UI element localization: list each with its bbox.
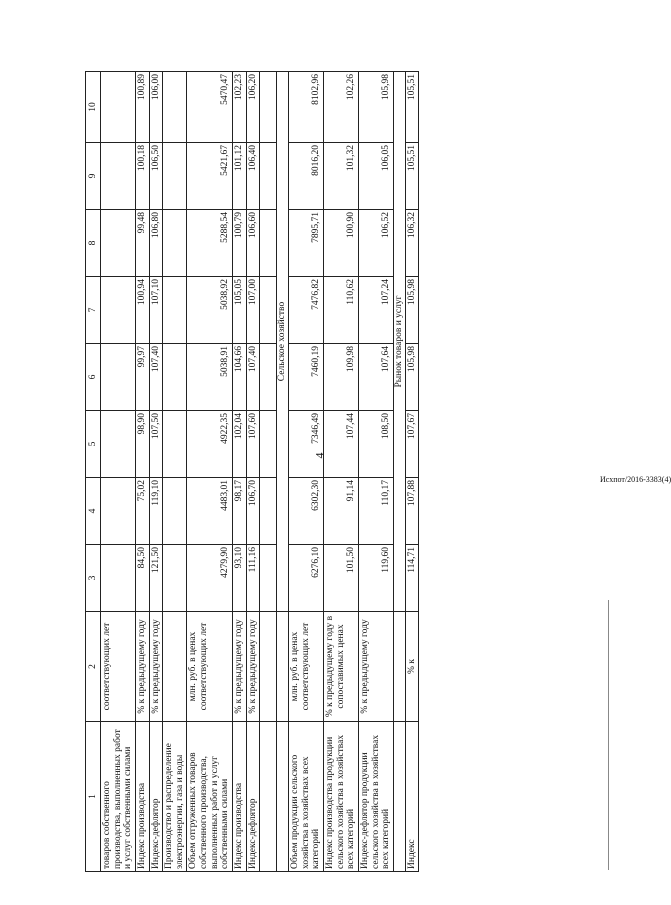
- table-value: 105,98: [405, 344, 419, 411]
- indicator-name: Индекс: [405, 722, 419, 872]
- table-row: [101, 72, 136, 872]
- column-number: 2: [86, 612, 101, 722]
- table-value: 6302,30: [289, 478, 324, 545]
- table-row: [246, 72, 260, 872]
- unit-of-measure: % к предыдущему году: [135, 612, 149, 722]
- table-value: 99,97: [135, 344, 149, 411]
- table-value: 106,50: [149, 143, 163, 210]
- table-value: [163, 411, 187, 478]
- table-value: 110,17: [358, 478, 393, 545]
- blank-cell: [260, 143, 277, 210]
- table-value: 75,02: [135, 478, 149, 545]
- table-value: 105,51: [405, 72, 419, 143]
- table-value: [163, 478, 187, 545]
- indicator-name: Индекс производства продукции сельского хозяйства в хозяйствах всех категорий: [324, 722, 359, 872]
- indicator-name: Индекс-дефлятор: [149, 722, 163, 872]
- column-number: 9: [86, 143, 101, 210]
- table-value: 100,90: [324, 210, 359, 277]
- table-value: 114,71: [405, 545, 419, 612]
- indicator-name: товаров собственного производства, выполненных работ и услуг собственными силами: [101, 722, 136, 872]
- table-value: [101, 545, 136, 612]
- table-value: [101, 344, 136, 411]
- column-number: 5: [86, 411, 101, 478]
- column-number: 3: [86, 545, 101, 612]
- table-value: 107,00: [246, 277, 260, 344]
- table-row: [405, 72, 419, 872]
- table-value: 5288,54: [187, 210, 233, 277]
- table-row: [149, 72, 163, 872]
- table-value: 8102,96: [289, 72, 324, 143]
- table-value: 5038,91: [187, 344, 233, 411]
- indicator-name: Объем отгруженных товаров собственного производства, выполненных работ и услуг собственными силами: [187, 722, 233, 872]
- column-number: 10: [86, 72, 101, 143]
- table-value: 105,05: [232, 277, 246, 344]
- table-value: 100,18: [135, 143, 149, 210]
- table-value: 107,10: [149, 277, 163, 344]
- section-spacer: [277, 722, 289, 872]
- blank-cell: [260, 545, 277, 612]
- blank-cell: [260, 72, 277, 143]
- section-row: [393, 72, 405, 872]
- table-row: [163, 72, 187, 872]
- indicator-name: Индекс-дефлятор: [246, 722, 260, 872]
- table-value: 98,17: [232, 478, 246, 545]
- table-value: [101, 72, 136, 143]
- indicator-name: Объем продукции сельского хозяйства в хозяйствах всех категорий: [289, 722, 324, 872]
- indicator-name: Индекс-дефлятор продукции сельского хозяйства в хозяйствах всех категорий: [358, 722, 393, 872]
- table-value: [101, 143, 136, 210]
- table-value: 5038,92: [187, 277, 233, 344]
- table-row: [232, 72, 246, 872]
- page-number: 4: [312, 452, 327, 459]
- table-value: 101,12: [232, 143, 246, 210]
- table-value: [163, 545, 187, 612]
- margin-line: [608, 600, 609, 870]
- table-value: 7460,19: [289, 344, 324, 411]
- table-value: 99,48: [135, 210, 149, 277]
- table-value: 100,89: [135, 72, 149, 143]
- column-number-row: [86, 72, 101, 872]
- table-value: 105,51: [405, 143, 419, 210]
- table-value: 102,23: [232, 72, 246, 143]
- unit-of-measure: % к предыдущему году: [246, 612, 260, 722]
- unit-of-measure: % к предыдущему году: [149, 612, 163, 722]
- table-value: 106,52: [358, 210, 393, 277]
- table-value: 106,00: [149, 72, 163, 143]
- table-value: 4483,01: [187, 478, 233, 545]
- table-value: 105,98: [358, 72, 393, 143]
- table-row: [358, 72, 393, 872]
- table-value: 104,66: [232, 344, 246, 411]
- section-spacer: [393, 612, 405, 722]
- table-value: 91,14: [324, 478, 359, 545]
- blank-cell: [260, 411, 277, 478]
- table-row: [289, 72, 324, 872]
- column-number: 4: [86, 478, 101, 545]
- table-value: 121,50: [149, 545, 163, 612]
- unit-of-measure: млн. руб. в ценах соответствующих лет: [289, 612, 324, 722]
- table-value: 107,44: [324, 411, 359, 478]
- blank-cell: [260, 210, 277, 277]
- table-value: 102,04: [232, 411, 246, 478]
- unit-of-measure: % к предыдущему году в сопоставимых ценах: [324, 612, 359, 722]
- document-id: Исхпот/2016-3383(4): [600, 475, 671, 484]
- table-value: 6276,10: [289, 545, 324, 612]
- column-number: 1: [86, 722, 101, 872]
- table-value: 106,60: [246, 210, 260, 277]
- indicators-table: [85, 71, 419, 872]
- section-title-market: Рынок товаров и услуг: [393, 72, 405, 612]
- table-value: 107,67: [405, 411, 419, 478]
- table-value: 106,40: [246, 143, 260, 210]
- table-value: 106,32: [405, 210, 419, 277]
- blank-cell: [260, 478, 277, 545]
- table-value: 100,94: [135, 277, 149, 344]
- table-value: 98,90: [135, 411, 149, 478]
- table-value: 5421,67: [187, 143, 233, 210]
- table-value: [101, 411, 136, 478]
- table-row: [324, 72, 359, 872]
- table-value: 107,50: [149, 411, 163, 478]
- table-value: 84,50: [135, 545, 149, 612]
- section-title-agriculture: Сельское хозяйство: [277, 72, 289, 612]
- unit-of-measure: млн. руб. в ценах соответствующих лет: [187, 612, 233, 722]
- table-row: [135, 72, 149, 872]
- indicator-name: Индекс производства: [232, 722, 246, 872]
- table-value: 107,40: [149, 344, 163, 411]
- table-value: [163, 277, 187, 344]
- table-value: 107,64: [358, 344, 393, 411]
- table-value: [163, 344, 187, 411]
- table-value: 5470,47: [187, 72, 233, 143]
- table-value: 7476,82: [289, 277, 324, 344]
- blank-cell: [260, 722, 277, 872]
- column-number: 7: [86, 277, 101, 344]
- table-value: 106,70: [246, 478, 260, 545]
- table-value: 7346,49: [289, 411, 324, 478]
- blank-cell: [260, 344, 277, 411]
- table-value: 107,24: [358, 277, 393, 344]
- table-value: 101,32: [324, 143, 359, 210]
- table-value: 4922,35: [187, 411, 233, 478]
- table-value: 4279,90: [187, 545, 233, 612]
- table-value: [163, 210, 187, 277]
- blank-row: [260, 72, 277, 872]
- table-value: 108,50: [358, 411, 393, 478]
- unit-of-measure: % к: [405, 612, 419, 722]
- table-value: [101, 478, 136, 545]
- unit-of-measure: % к предыдущему году: [358, 612, 393, 722]
- table-row: [187, 72, 233, 872]
- table-value: 7895,71: [289, 210, 324, 277]
- table-value: 101,50: [324, 545, 359, 612]
- table-value: [163, 143, 187, 210]
- column-number: 6: [86, 344, 101, 411]
- indicator-name: Индекс производства: [135, 722, 149, 872]
- table-value: 105,98: [405, 277, 419, 344]
- table-value: 119,10: [149, 478, 163, 545]
- table-value: 100,79: [232, 210, 246, 277]
- table-value: 106,80: [149, 210, 163, 277]
- section-spacer: [277, 612, 289, 722]
- rotated-table-area: [85, 52, 575, 872]
- table-value: 107,40: [246, 344, 260, 411]
- table-value: 102,26: [324, 72, 359, 143]
- indicator-name: Производство и распределение электроэнергии, газа и воды: [163, 722, 187, 872]
- unit-of-measure: % к предыдущему году: [232, 612, 246, 722]
- table-value: 106,05: [358, 143, 393, 210]
- table-value: 107,60: [246, 411, 260, 478]
- unit-of-measure: [163, 612, 187, 722]
- table-value: 119,60: [358, 545, 393, 612]
- table-value: 8016,20: [289, 143, 324, 210]
- blank-cell: [260, 612, 277, 722]
- unit-of-measure: соответствующих лет: [101, 612, 136, 722]
- table-value: 110,62: [324, 277, 359, 344]
- section-row: [277, 72, 289, 872]
- section-spacer: [393, 722, 405, 872]
- table-value: [163, 72, 187, 143]
- table-value: [101, 277, 136, 344]
- table-value: 93,10: [232, 545, 246, 612]
- blank-cell: [260, 277, 277, 344]
- column-number: 8: [86, 210, 101, 277]
- table-value: 106,20: [246, 72, 260, 143]
- table-value: 109,98: [324, 344, 359, 411]
- table-value: 111,16: [246, 545, 260, 612]
- table-value: [101, 210, 136, 277]
- table-value: 107,88: [405, 478, 419, 545]
